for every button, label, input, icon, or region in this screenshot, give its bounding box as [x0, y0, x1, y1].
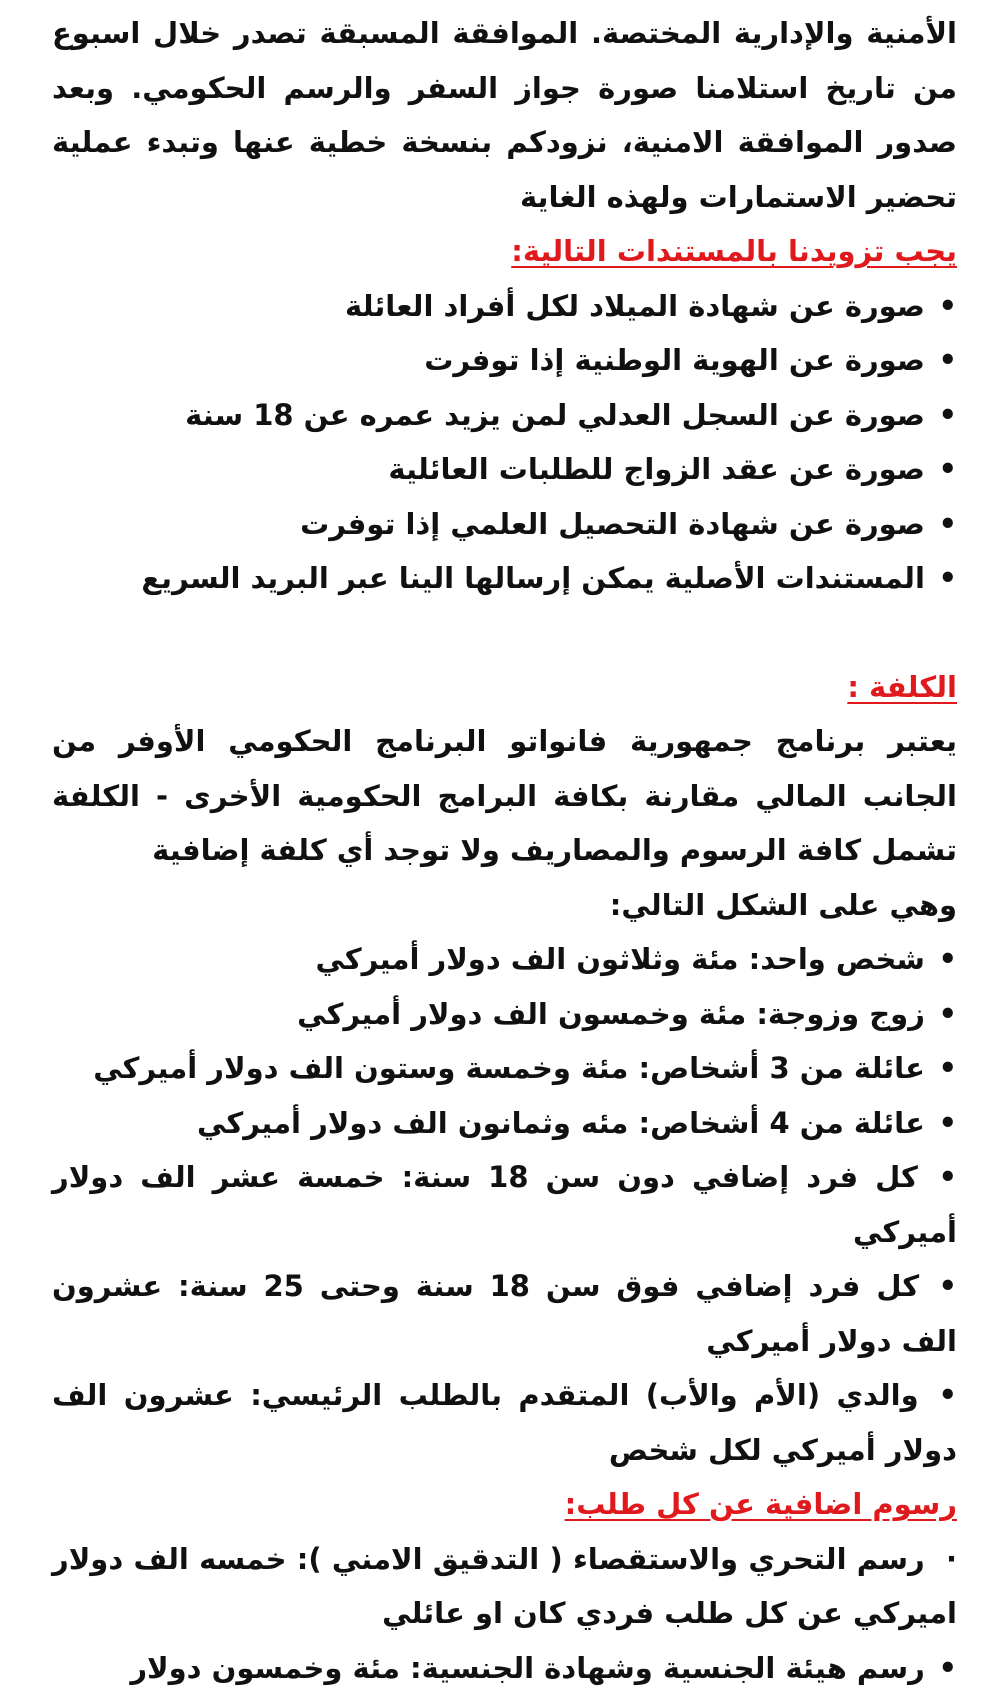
list-item: • والدي (الأم والأب) المتقدم بالطلب الرئيسي: عشرون الف دولار أميركي لكل شخص [52, 1368, 957, 1477]
bullet-icon: • [935, 279, 957, 334]
bullet-icon: • [935, 1041, 957, 1096]
list-item: • صورة عن شهادة التحصيل العلمي إذا توفرت [52, 497, 957, 552]
list-item: • شخص واحد: مئة وثلاثون الف دولار أميركي [52, 932, 957, 987]
bullet-icon: • [935, 1096, 957, 1151]
cost-list [52, 932, 957, 1477]
section-spacer [52, 606, 957, 660]
list-item: • صورة عن شهادة الميلاد لكل أفراد العائلة [52, 279, 957, 334]
bullet-icon: • [935, 932, 957, 987]
bullet-icon: · [935, 1532, 957, 1587]
cost-heading: الكلفة : [52, 660, 957, 715]
bullet-icon: • [935, 1259, 957, 1314]
bullet-icon: • [935, 442, 957, 497]
documents-list [52, 279, 957, 606]
bullet-icon: • [935, 388, 957, 443]
list-item: • صورة عن الهوية الوطنية إذا توفرت [52, 333, 957, 388]
list-item: • عائلة من 3 أشخاص: مئة وخمسة وستون الف دولار أميركي [52, 1041, 957, 1096]
bullet-icon: • [935, 497, 957, 552]
list-item: • كل فرد إضافي فوق سن 18 سنة وحتى 25 سنة: عشرون الف دولار أميركي [52, 1259, 957, 1368]
list-item: • رسم هيئة الجنسية وشهادة الجنسية: مئة وخمسون دولار [52, 1641, 957, 1695]
cost-subline: وهي على الشكل التالي: [52, 878, 957, 933]
list-item: • عائلة من 4 أشخاص: مئه وثمانون الف دولار أميركي [52, 1096, 957, 1151]
list-item: • زوج وزوجة: مئة وخمسون الف دولار أميركي [52, 987, 957, 1042]
list-item: • المستندات الأصلية يمكن إرسالها الينا عبر البريد السريع [52, 551, 957, 606]
list-item: · رسم التحري والاستقصاء ( التدقيق الامني ): خمسه الف دولار اميركي عن كل طلب فردي كان او عائلي [52, 1532, 957, 1641]
cost-paragraph: يعتبر برنامج جمهورية فانواتو البرنامج الحكومي الأوفر من الجانب المالي مقارنة بكافة البرامج الحكومية الأخرى - الكلفة تشمل كافة الرسوم والمصاريف ولا توجد أي كلفة إضافية [52, 714, 957, 878]
bullet-icon: • [935, 987, 957, 1042]
extra-fees-heading: رسوم اضافية عن كل طلب: [52, 1477, 957, 1532]
documents-heading: يجب تزويدنا بالمستندات التالية: [52, 224, 957, 279]
extra-fees-list [52, 1532, 957, 1695]
bullet-icon: • [935, 1150, 957, 1205]
bullet-icon: • [935, 1368, 957, 1423]
list-item: • كل فرد إضافي دون سن 18 سنة: خمسة عشر الف دولار أميركي [52, 1150, 957, 1259]
bullet-icon: • [935, 333, 957, 388]
intro-paragraph: الأمنية والإدارية المختصة. الموافقة المسبقة تصدر خلال اسبوع من تاريخ استلامنا صورة جواز السفر والرسم الحكومي. وبعد صدور الموافقة الامنية، نزودكم بنسخة خطية عنها وتبدء عملية تحضير الاستمارات ولهذه الغاية [52, 6, 957, 224]
bullet-icon: • [935, 551, 957, 606]
list-item: • صورة عن عقد الزواج للطلبات العائلية [52, 442, 957, 497]
bullet-icon: • [935, 1641, 957, 1695]
list-item: • صورة عن السجل العدلي لمن يزيد عمره عن 18 سنة [52, 388, 957, 443]
